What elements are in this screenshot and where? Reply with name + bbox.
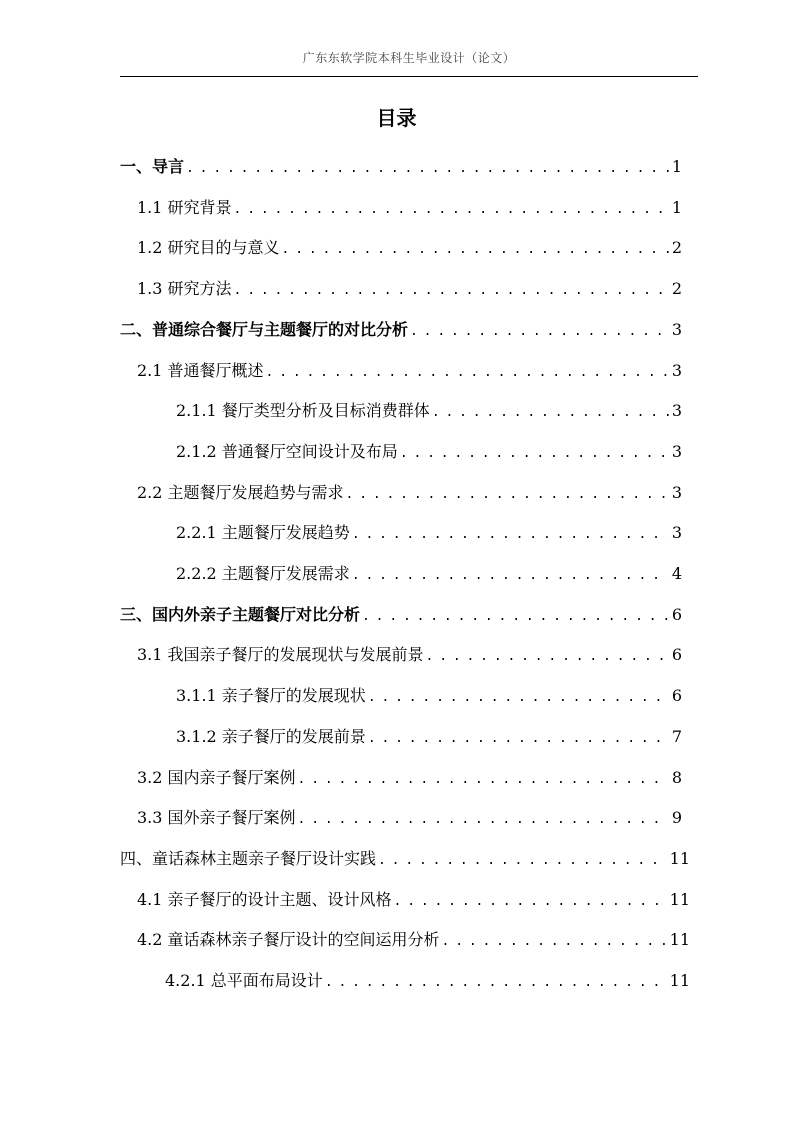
- toc-page-number: 6: [671, 605, 682, 624]
- toc-page-number: 9: [671, 808, 682, 827]
- toc-page-number: 3: [671, 442, 682, 461]
- toc-entry[interactable]: [176, 683, 682, 707]
- toc-page-number: 11: [669, 890, 690, 909]
- toc-page-number: 11: [669, 849, 690, 868]
- toc-dot-leader: [234, 282, 669, 300]
- header-divider: [120, 76, 698, 77]
- toc-entry-title: 一、导言: [120, 157, 185, 176]
- toc-entry[interactable]: [176, 398, 682, 422]
- toc-entry[interactable]: [137, 276, 682, 300]
- toc-entry[interactable]: [176, 520, 682, 544]
- toc-dot-leader: [426, 648, 669, 666]
- toc-dot-leader: [368, 689, 669, 707]
- toc-page-number: 1: [671, 157, 682, 176]
- toc-page-number: 3: [671, 320, 682, 339]
- toc-page-number: 3: [671, 401, 682, 420]
- toc-entry[interactable]: [137, 805, 682, 829]
- toc-entry[interactable]: [120, 154, 682, 178]
- toc-dot-leader: [394, 893, 667, 911]
- toc-entry-title: 1.2 研究目的与意义: [137, 238, 280, 257]
- toc-entry-title: 4.2.1 总平面布局设计: [165, 971, 323, 990]
- toc-page-number: 3: [671, 523, 682, 542]
- toc-entry[interactable]: [137, 765, 682, 789]
- toc-entry[interactable]: [176, 561, 682, 585]
- toc-entry-title: 2.2 主题餐厅发展趋势与需求: [137, 483, 344, 502]
- toc-entry-title: 四、童话森林主题亲子餐厅设计实践: [120, 849, 377, 868]
- toc-entry-title: 2.1.1 餐厅类型分析及目标消费群体: [176, 401, 430, 420]
- toc-page-number: 6: [671, 645, 682, 664]
- toc-page-number: 6: [671, 686, 682, 705]
- toc-page-number: 11: [669, 930, 690, 949]
- toc-entry-title: 4.1 亲子餐厅的设计主题、设计风格: [137, 890, 392, 909]
- toc-dot-leader: [442, 933, 667, 951]
- toc-dot-leader: [266, 364, 669, 382]
- toc-entry-title: 3.3 国外亲子餐厅案例: [137, 808, 296, 827]
- toc-dot-leader: [352, 526, 669, 544]
- toc-page-number: 11: [669, 971, 690, 990]
- toc-entry-title: 2.1 普通餐厅概述: [137, 361, 264, 380]
- toc-title: 目录: [376, 106, 417, 130]
- toc-entry[interactable]: [137, 235, 682, 259]
- toc-entry[interactable]: [137, 358, 682, 382]
- toc-entry-title: 3.2 国内亲子餐厅案例: [137, 768, 296, 787]
- toc-page-number: 3: [671, 361, 682, 380]
- toc-dot-leader: [368, 730, 669, 748]
- toc-entry-title: 3.1.2 亲子餐厅的发展前景: [176, 727, 366, 746]
- toc-entry[interactable]: [137, 887, 690, 911]
- toc-dot-leader: [234, 201, 669, 219]
- toc-page-number: 2: [671, 279, 682, 298]
- toc-entry-title: 1.1 研究背景: [137, 198, 232, 217]
- toc-entry[interactable]: [137, 927, 690, 951]
- toc-page-number: 7: [671, 727, 682, 746]
- toc-entry[interactable]: [165, 968, 690, 992]
- toc-dot-leader: [400, 445, 669, 463]
- toc-entry-title: 3.1.1 亲子餐厅的发展现状: [176, 686, 366, 705]
- toc-dot-leader: [325, 974, 667, 992]
- toc-dot-leader: [362, 608, 669, 626]
- toc-entry[interactable]: [120, 602, 682, 626]
- toc-entry-title: 2.2.1 主题餐厅发展趋势: [176, 523, 350, 542]
- toc-entry[interactable]: [137, 480, 682, 504]
- toc-dot-leader: [282, 241, 669, 259]
- toc-entry-title: 三、国内外亲子主题餐厅对比分析: [120, 605, 361, 624]
- toc-page-number: 2: [671, 238, 682, 257]
- toc-page-number: 3: [671, 483, 682, 502]
- toc-dot-leader: [432, 404, 669, 422]
- toc-page-number: 1: [671, 198, 682, 217]
- toc-entry[interactable]: [120, 846, 690, 870]
- toc-dot-leader: [346, 486, 669, 504]
- toc-entry[interactable]: [176, 439, 682, 463]
- toc-entry-title: 4.2 童话森林亲子餐厅设计的空间运用分析: [137, 930, 440, 949]
- toc-entry[interactable]: [120, 317, 682, 341]
- toc-dot-leader: [298, 771, 669, 789]
- page-header: 广东东软学院本科生毕业设计（论文）: [302, 51, 516, 65]
- toc-page-number: 8: [671, 768, 682, 787]
- toc-dot-leader: [378, 852, 667, 870]
- toc-entry[interactable]: [176, 724, 682, 748]
- toc-entry[interactable]: [137, 642, 682, 666]
- toc-page-number: 4: [671, 564, 682, 583]
- toc-entry[interactable]: [137, 195, 682, 219]
- toc-entry-title: 2.2.2 主题餐厅发展需求: [176, 564, 350, 583]
- toc-dot-leader: [410, 323, 669, 341]
- toc-dot-leader: [352, 567, 669, 585]
- toc-dot-leader: [186, 160, 669, 178]
- toc-entry-title: 二、普通综合餐厅与主题餐厅的对比分析: [120, 320, 409, 339]
- toc-entry-title: 1.3 研究方法: [137, 279, 232, 298]
- toc-entry-title: 2.1.2 普通餐厅空间设计及布局: [176, 442, 398, 461]
- toc-entry-title: 3.1 我国亲子餐厅的发展现状与发展前景: [137, 645, 424, 664]
- toc-dot-leader: [298, 811, 669, 829]
